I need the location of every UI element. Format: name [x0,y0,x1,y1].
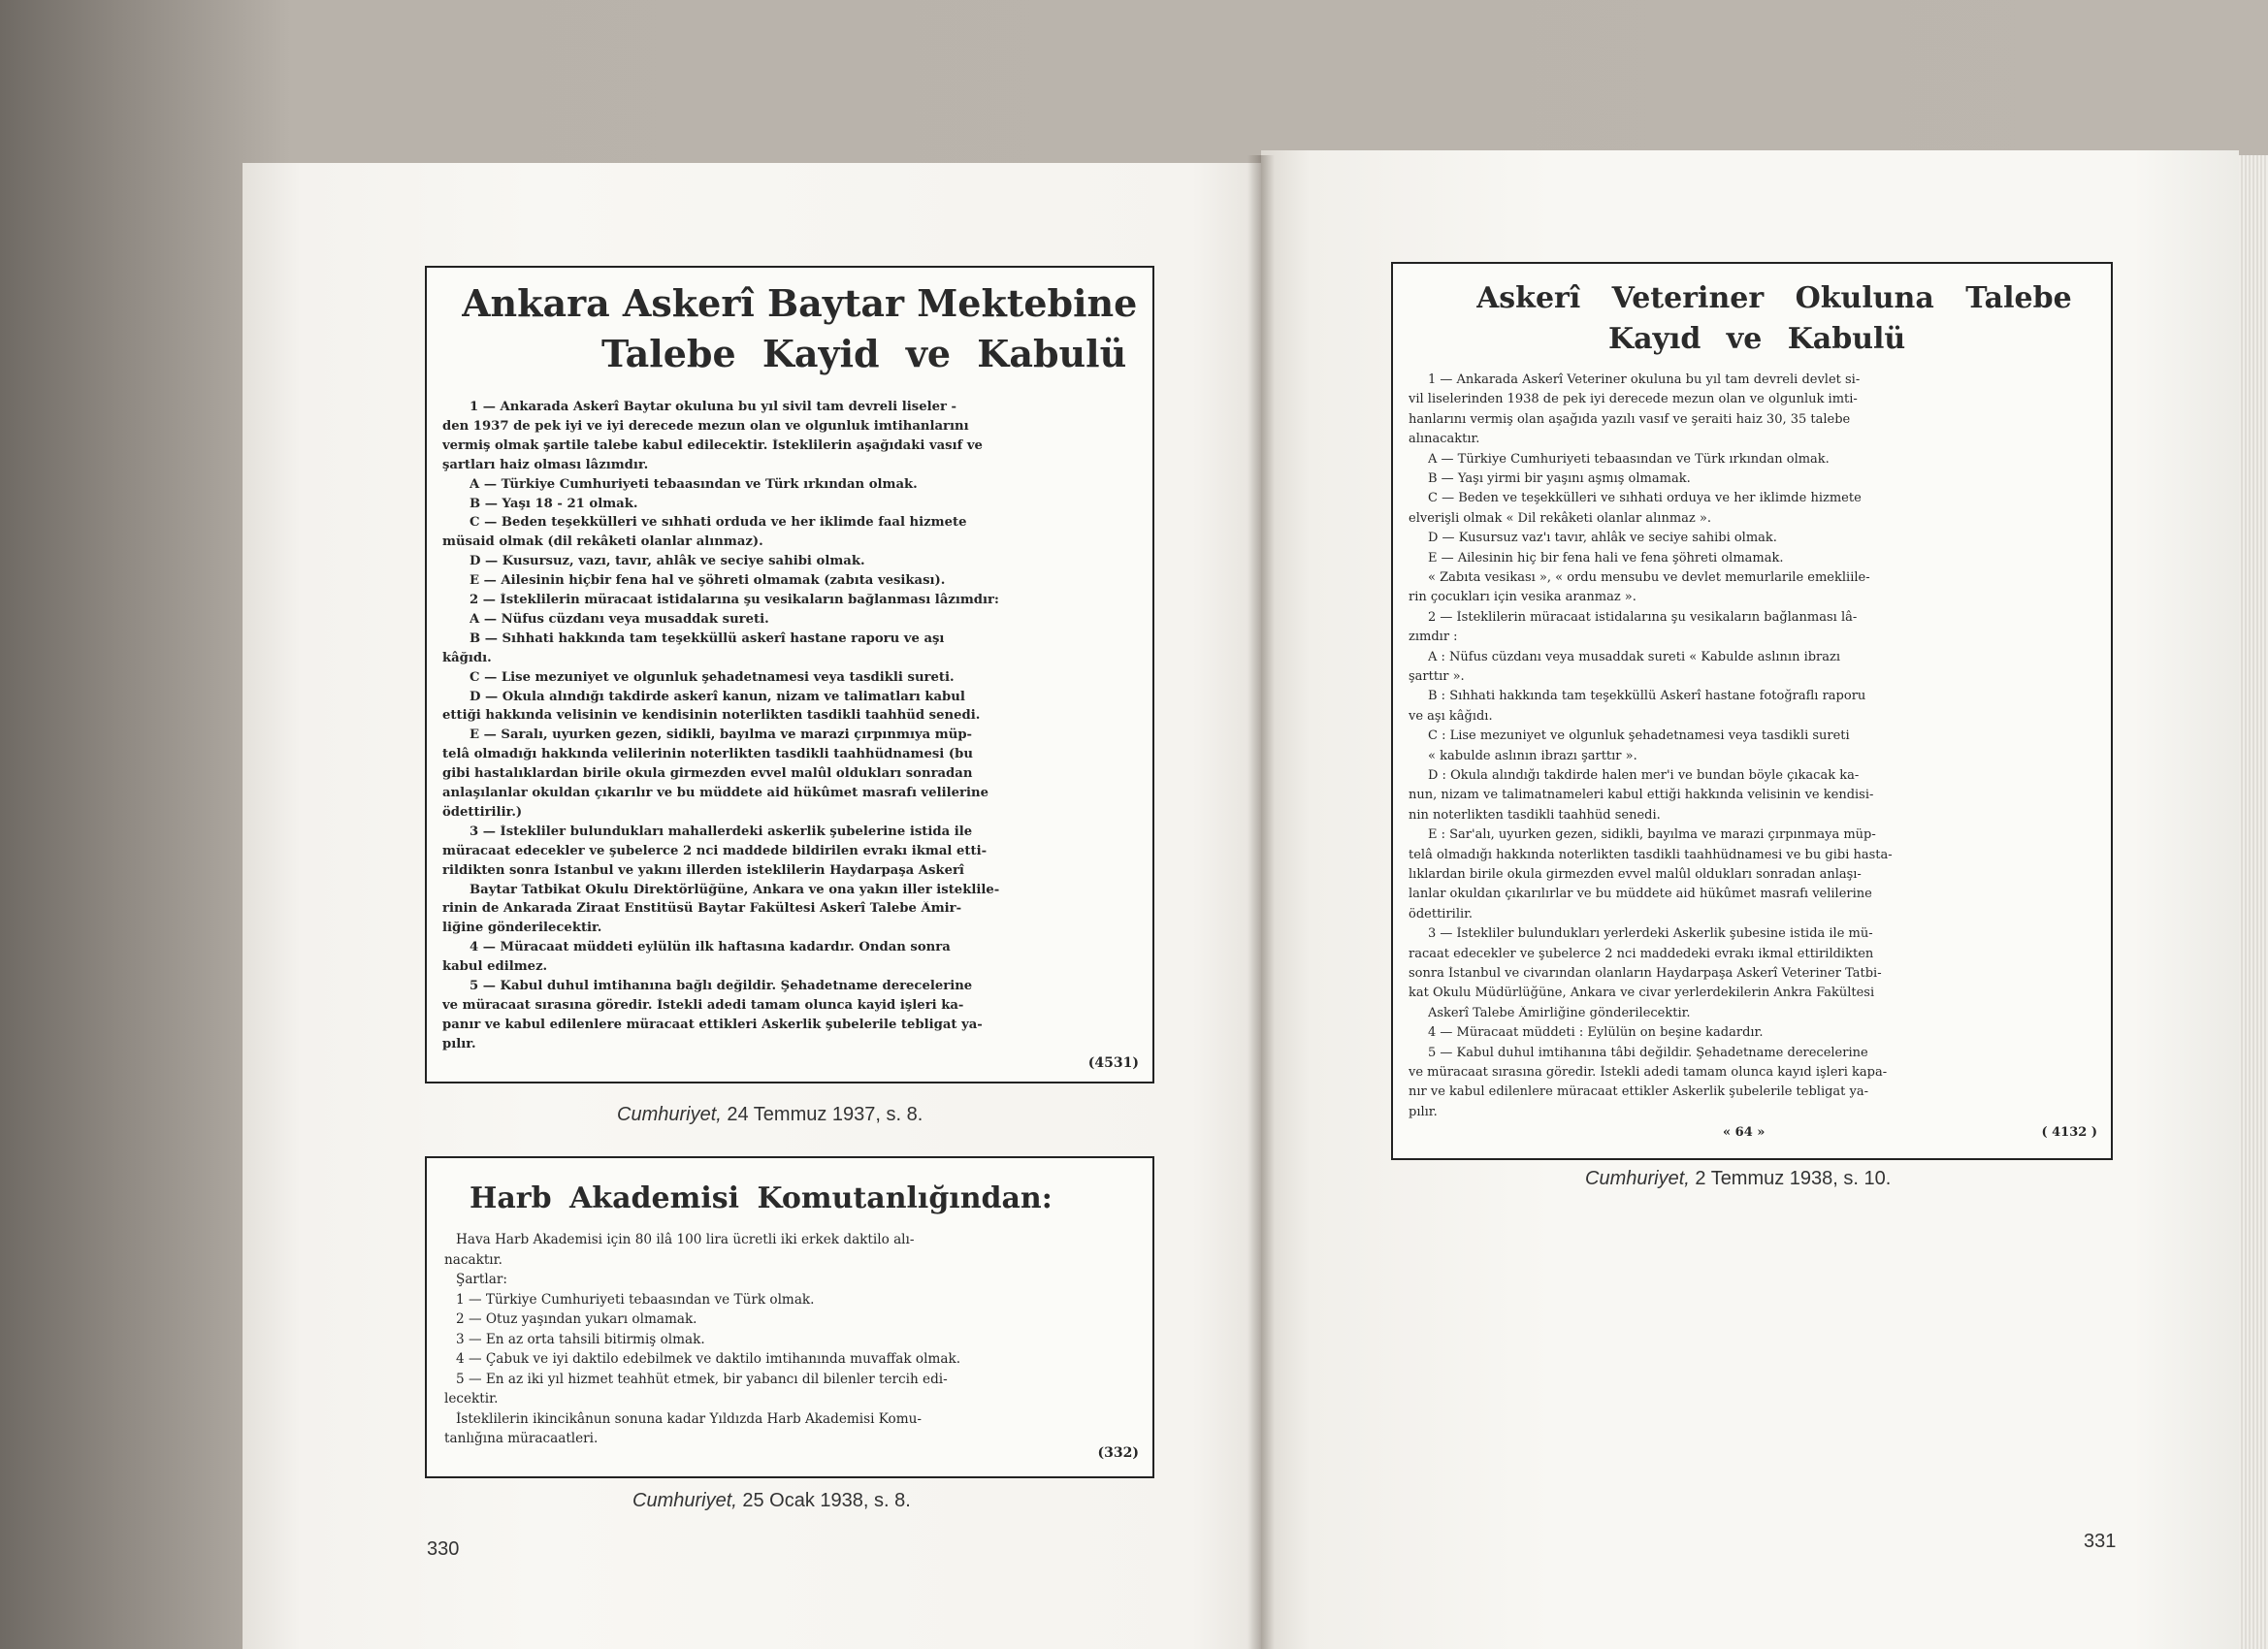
clip-text-line: vil liselerinden 1938 de pek iyi derecede mezun olan ve olgunluk imti- [1409,392,1858,407]
clip-text-line: 5 — En az iki yıl hizmet teahhüt etmek, bir yabancı dil bilenler tercih edi- [456,1371,948,1387]
clip-text-line: 3 — İstekliler bulundukları yerlerdeki Askerlik şubesine istida ile mü- [1428,926,1873,942]
clip-text-line: nun, nizam ve talimatnameleri kabul ettiği hakkında velisinin ve kendisi- [1409,788,1874,803]
clip-text-line: pılır. [442,1036,476,1051]
clip-text-line: E : Sar'alı, uyurken gezen, sidikli, bayılma ve marazi çırpınmaya müp- [1428,827,1876,843]
clip-text-line: şarttır ». [1409,669,1465,684]
clip-text-line: 5 — Kabul duhul imtihanına tâbi değildir. Şehadetname derecelerine [1428,1045,1868,1060]
clip-text-line: A — Türkiye Cumhuriyeti tebaasından ve Türk ırkından olmak. [1428,451,1830,467]
clip-text-line: nin noterlikten tasdikli taahhüd senedi. [1409,807,1661,823]
clip-title: Harb Akademisi Komutanlığından: [470,1181,1053,1215]
caption-clip3 [1585,1168,1891,1190]
clip-text-line: rildikten sonra İstanbul ve yakını illerden isteklilerin Haydarpaşa Askerî [442,862,964,878]
clip-title-line2: Talebe Kayid ve Kabulü [601,332,1127,375]
clip-text-line: lecektir. [444,1391,499,1406]
caption-source: Cumhuriyet, [1585,1168,1690,1189]
clip-text-line: vermiş olmak şartile talebe kabul edilecektir. İsteklilerin aşağıdaki vasıf ve [442,437,983,453]
clip-text-line: B — Yaşı yirmi bir yaşını aşmış olmamak. [1428,471,1691,486]
clip-text-line: 2 — İsteklilerin müracaat istidalarına şu vesikaların bağlanması lâzımdır: [470,593,999,607]
clip-text-line: kabul edilmez. [442,959,548,975]
clip-text-line: racaat edecekler ve şubelerce 2 nci maddedeki evrakı ikmal ettirildikten [1409,946,1874,961]
clip-text-line: den 1937 de pek iyi ve iyi derecede mezun olan ve olgunluk imtihanlarını [442,418,969,434]
clip-text-line: 2 — İsteklilerin müracaat istidalarına şu vesikaların bağlanması lâ- [1428,609,1858,625]
clip-text-line: panır ve kabul edilenlere müracaat ettikleri Askerlik şubelerile tebligat ya- [442,1017,983,1032]
clip-code: (332) [1097,1445,1139,1461]
clip-mark: « 64 » [1723,1125,1766,1140]
clip-text-line: A : Nüfus cüzdanı veya musaddak sureti « Kabulde aslının ibrazı [1428,649,1841,664]
clip-text-line: rinin de Ankarada Ziraat Enstitüsü Baytar Fakültesi Askerî Talebe Âmir- [442,901,962,917]
clip-text-line: elverişli olmak « Dil rekâketi olanlar alınmaz ». [1409,510,1711,526]
page-number-left: 330 [427,1538,460,1560]
clipping-baytar-mektebi [425,266,1154,1083]
clip-text-line: ve aşı kâğıdı. [1409,708,1493,724]
clip-title-line1: Ankara Askerî Baytar Mektebine [462,281,1138,325]
clip-text-line: 1 — Ankarada Askerî Baytar okuluna bu yıl sivil tam devreli liseler - [470,400,957,414]
clip-text-line: D — Kusursuz vaz'ı tavır, ahlâk ve seciye sahibi olmak. [1428,531,1777,546]
clip-text-line: sonra İstanbul ve civarından olanların Haydarpaşa Askerî Veteriner Tatbi- [1409,966,1882,981]
clip-text-line: telâ olmadığı hakkında velilerinin noterlikten tasdikli taahhüdnamesi (bu [442,747,973,762]
clip-text-line: ödettirilir. [1409,906,1474,922]
caption-clip2 [632,1490,911,1512]
page-number-right: 331 [2084,1531,2117,1552]
clip-text-line: B : Sıhhati hakkında tam teşekküllü Askerî hastane fotoğraflı raporu [1428,689,1866,704]
clip-text-line: 4 — Müracaat müddeti : Eylülün on beşine kadardır. [1428,1025,1764,1041]
book-gutter [1247,155,1275,1649]
clip-text-line: İsteklilerin ikincikânun sonuna kadar Yıldızda Harb Akademisi Komu- [456,1410,922,1427]
clip-text-line: D — Kusursuz, vazı, tavır, ahlâk ve seciye sahibi olmak. [470,554,865,569]
clip-text-line: « kabulde aslının ibrazı şarttır ». [1428,748,1637,763]
clip-text-line: kâğıdı. [442,650,492,665]
clip-text-line: müracaat edecekler ve şubelerce 2 nci maddede bildirilen evrakı ikmal etti- [442,843,988,858]
clip-text-line: ve müracaat sırasına göredir. İstekli adedi tamam olunca kayıd işleri kapa- [1409,1065,1888,1080]
clip-text-line: telâ olmadığı hakkında noterlikten tasdikli taahhüdnamesi ve bu gibi hasta- [1409,847,1893,862]
clip-text-line: lanlar okuldan çıkarılırlar ve bu müddete aid hükûmet masrafı velilerine [1409,887,1872,902]
caption-clip1 [617,1104,923,1126]
clip-text-line: E — Saralı, uyurken gezen, sidikli, bayılma ve marazi çırpınmıya müp- [470,728,973,743]
clip-text-line: 2 — Otuz yaşından yukarı olmamak. [456,1311,697,1327]
clip-text-line: kat Okulu Müdürlüğüne, Ankara ve civar yerlerdekilerin Ankra Fakültesi [1409,986,1875,1001]
clip-text-line: pılır. [1409,1104,1438,1119]
clip-text-line: Hava Harb Akademisi için 80 ilâ 100 lira ücretli iki erkek daktilo alı- [456,1232,915,1247]
clip-text-line: 3 — En az orta tahsili bitirmiş olmak. [456,1331,705,1347]
clip-text-line: B — Sıhhati hakkında tam teşekküllü askerî hastane raporu ve aşı [470,630,945,646]
clip-text-line: ödettirilir.) [442,804,523,820]
clip-title-line2: Kayıd ve Kabulü [1608,322,1906,356]
clip-text-line: nır ve kabul edilenlere müracaat ettikler Askerlik şubelerile tebligat ya- [1409,1084,1869,1100]
clip-text-line: A — Türkiye Cumhuriyeti tebaasından ve Türk ırkından olmak. [470,476,918,492]
clip-text-line: « Zabıta vesikası », « ordu mensubu ve devlet memurlarile emekliile- [1428,570,1870,585]
caption-source: Cumhuriyet, [632,1490,737,1511]
clip-text-line: nacaktır. [444,1251,502,1268]
clip-text-line: C — Lise mezuniyet ve olgunluk şehadetnamesi veya tasdikli sureti. [470,669,955,685]
clip-text-line: Askerî Talebe Âmirliğine gönderilecektir. [1428,1005,1691,1020]
caption-source: Cumhuriyet, [617,1104,722,1125]
clipping-harb-akademisi [425,1156,1154,1478]
clip-text-line: 1 — Türkiye Cumhuriyeti tebaasından ve Türk olmak. [456,1291,815,1308]
clip-text-line: tanlığına müracaatleri. [444,1431,599,1446]
clip-text-line: liğine gönderilecektir. [442,921,602,936]
clip-text-line: 5 — Kabul duhul imtihanına bağlı değildir. Şehadetname derecelerine [470,979,973,993]
clip-code: (4531) [1087,1055,1139,1071]
clip-text-line: E — Ailesinin hiç bir fena hali ve fena şöhreti olmamak. [1428,550,1784,566]
clip-text-line: hanlarını vermiş olan aşağıda yazılı vasıf ve şeraiti haiz 30, 35 talebe [1409,411,1851,427]
clip-text-line: D : Okula alındığı takdirde halen mer'i ve bundan böyle çıkacak ka- [1428,768,1860,783]
clip-text-line: Baytar Tatbikat Okulu Direktörlüğüne, Ankara ve ona yakın iller isteklile- [470,882,1000,897]
clip-text-line: ettiği hakkında velisinin ve kendisinin noterlikten tasdikli taahhüd senedi. [442,708,981,724]
clip-text-line: 1 — Ankarada Askerî Veteriner okuluna bu yıl tam devreli devlet si- [1428,372,1861,387]
clip-text-line: zımdır : [1409,630,1458,645]
caption-detail: 24 Temmuz 1937, s. 8. [721,1104,923,1125]
clipping-veteriner-okulu [1391,262,2113,1160]
clip-text-line: 3 — İstekliler bulundukları mahallerdeki askerlik şubelerine istida ile [470,824,973,839]
clip-text-line: C : Lise mezuniyet ve olgunluk şehadetnamesi veya tasdikli sureti [1428,728,1850,744]
clip-title-line1: Askerî Veteriner Okuluna Talebe [1476,281,2072,315]
clip-text-line: 4 — Müracaat müddeti eylülün ilk haftasına kadardır. Ondan sonra [470,940,951,955]
page-edges [2239,155,2268,1649]
clip-text-line: B — Yaşı 18 - 21 olmak. [470,496,638,511]
clip-text-line: 4 — Çabuk ve iyi daktilo edebilmek ve daktilo imtihanında muvaffak olmak. [456,1351,961,1367]
clip-text-line: alınacaktır. [1409,432,1480,447]
clip-text-line: ve müracaat sırasına göredir. İstekli adedi tamam olunca kayid işleri ka- [442,997,964,1013]
clip-text-line: şartları haiz olması lâzımdır. [442,457,649,472]
clip-text-line: müsaid olmak (dil rekâketi olanlar alınmaz). [442,534,763,550]
clip-text-line: lıklardan birile okula girmezden evvel malûl oldukları sonradan anlaşı- [1409,867,1862,882]
clip-text-line: gibi hastalıklardan birile okula girmezden evvel malûl oldukları sonradan [442,766,973,782]
clip-text-line: anlaşılanlar okuldan çıkarılır ve bu müddete aid hükûmet masrafı velilerine [442,786,988,800]
clip-code: ( 4132 ) [2041,1125,2097,1140]
clip-text-line: Şartlar: [456,1272,507,1287]
clip-text-line: D — Okula alındığı takdirde askerî kanun, nizam ve talimatları kabul [470,689,965,704]
clip-text-line: E — Ailesinin hiçbir fena hal ve şöhreti olmamak (zabıta vesikası). [470,573,946,589]
clip-text-line: A — Nüfus cüzdanı veya musaddak sureti. [470,611,769,627]
caption-detail: 25 Ocak 1938, s. 8. [736,1490,911,1511]
clip-text-line: C — Beden ve teşekkülleri ve sıhhati orduya ve her iklimde hizmete [1428,491,1862,506]
clip-text-line: C — Beden teşekkülleri ve sıhhati orduda ve her iklimde faal hizmete [470,515,967,531]
caption-detail: 2 Temmuz 1938, s. 10. [1689,1168,1892,1189]
clip-text-line: rin çocukları için vesika aranmaz ». [1409,590,1636,605]
